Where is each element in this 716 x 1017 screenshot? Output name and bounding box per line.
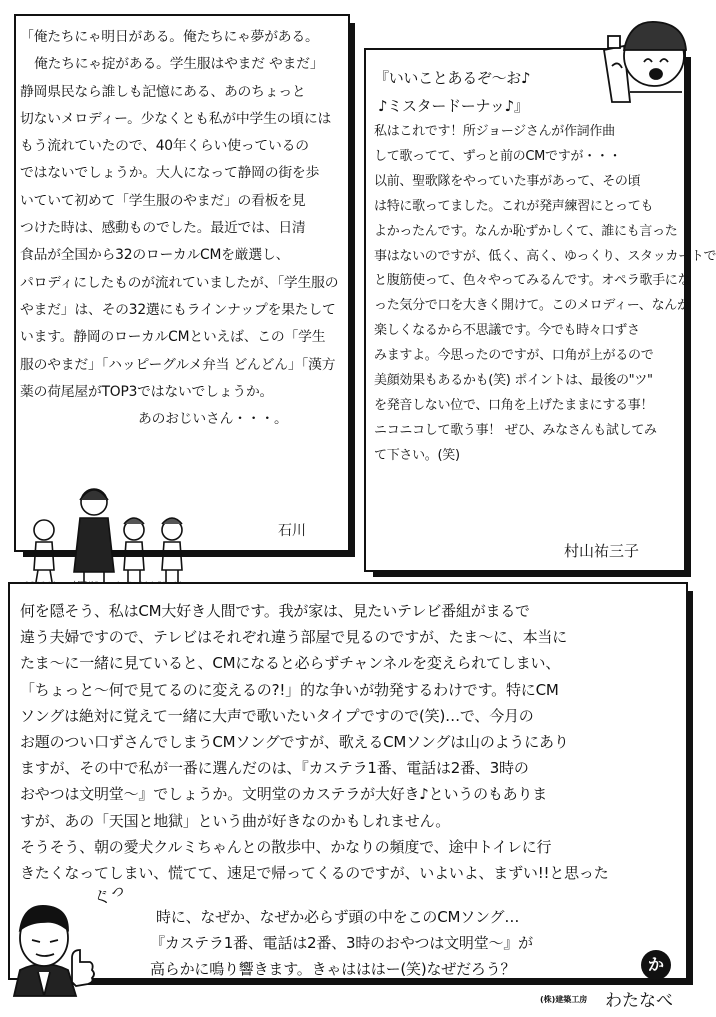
right-line: 楽しくなるから不思議です。今でも時々口ずさ (374, 323, 640, 339)
bottom-line: 違う夫婦ですので、テレビはそれぞれ違う部屋で見るのですが、たま～に、本当に (20, 628, 568, 647)
bottom-line: すが、あの「天国と地獄」という曲が好きなのかもしれません。 (20, 811, 451, 830)
bottom-line: ますが、その中で私が一番に選んだのは、『カステラ1番、電話は2番、3時の (20, 759, 529, 778)
author-badge-char: か (647, 955, 664, 974)
right-line: 私はこれです！所ジョージさんが作詞作曲 (374, 124, 615, 139)
right-signature: 村山祐三子 (564, 542, 640, 560)
bottom-line: 「ちょっと～何で見てるのに変えるの?!」的な争いが勃発するわけです。特にCM (20, 680, 559, 699)
bottom-line: お題のつい口ずさんでしまうCMソングですが、歌えるCMソングは山のようにあり (20, 733, 569, 752)
bottom-signature: わたなべ (605, 991, 673, 1011)
left-line: 切ないメロディー。少なくとも私が中学生の頃には (20, 110, 332, 127)
left-line: 静岡県民なら誰しも記憶にある、あのちょっと (20, 83, 306, 100)
left-line: もう流れていたので、40年くらい使っているの (20, 138, 309, 155)
left-line: 食品が全国から32のローカルCMを厳選し、 (20, 247, 290, 264)
right-line: を発音しない位で、口角を上げたままにする事！ (374, 397, 654, 413)
bottom-tail-line: 『カステラ1番、電話は2番、3時のおやつは文明堂～』が (150, 934, 533, 952)
left-line: ではないでしょうか。大人になって静岡の街を歩 (20, 165, 320, 182)
right-line: よかったんです。なんか恥ずかしくて、誰にも言った (374, 223, 678, 239)
right-line: ニコニコして歌う事！ ぜひ、みなさんも試してみ (374, 422, 657, 438)
bottom-tail-line: 時に、なぜか、なぜか必らず頭の中をこのCMソング… (156, 908, 520, 926)
left-line: パロディにしたものが流れていましたが、「学生服の (20, 274, 339, 291)
left-line: います。静岡のローカルCMといえば、この「学生 (20, 329, 326, 346)
character-with-bottle-illustration (590, 6, 696, 102)
right-line: みますよ。今思ったのですが、口角が上がるので (374, 348, 654, 364)
left-line: やまだ」は、その32選にもラインナップを果たして (20, 301, 336, 318)
right-line: った気分で口を大きく開けて。このメロディー、なんか (374, 298, 690, 314)
guu-sound-text: ぐっ (90, 878, 130, 911)
bottom-line: そうそう、朝の愛犬クルミちゃんとの散歩中、かなりの頻度で、途中トイレに行 (20, 837, 552, 856)
right-line: 美顔効果もあるかも(笑) ポイントは、最後の"ツ" (374, 373, 653, 389)
left-line: 「俺たちにゃ明日がある。俺たちにゃ夢がある。 (20, 29, 319, 45)
left-line: 俺たちにゃ掟がある。学生服はやまだ やまだ」 (34, 56, 324, 73)
left-line: つけた時は、感動ものでした。最近では、日清 (20, 220, 306, 237)
bottom-column-text (20, 598, 680, 886)
bottom-tail-line: 高らかに鳴り響きます。きゃはははー(笑)なぜだろう？ (150, 960, 516, 978)
right-column-text (374, 64, 716, 469)
bottom-line: 何を隠そう、私はCM大好き人間です。我が家は、見たいテレビ番組がまるで (20, 602, 530, 620)
bottom-line: ソングは絶対に覚えて一緒に大声で歌いたいタイプですので(笑)…で、今月の (20, 706, 534, 725)
left-line: あのおじいさん・・・。 (138, 411, 288, 428)
right-line: して歌ってて、ずっと前のCMですが・・・ (374, 148, 622, 164)
left-column-text (20, 24, 338, 433)
family-illustration (14, 472, 194, 587)
right-title: 『いいことあるぞ～お♪ (374, 69, 531, 87)
right-line: 以前、聖歌隊をやっていた事があって、その頃 (374, 173, 641, 189)
bottom-line: たま～に一緒に見ていると、CMになると必らずチャンネルを変えられてしまい、 (20, 654, 561, 673)
bottom-line: きたくなってしまい、慌てて、速足で帰ってくるのですが、いよいよ、まずい!!と思った (20, 864, 609, 883)
left-line: いていて初めて「学生服のやまだ」の看板を見 (20, 192, 306, 209)
bottom-line: おやつは文明堂～』でしょうか。文明堂のカステラが大好き♪というのもありま (20, 785, 548, 804)
right-line: は特に歌ってました。これが発声練習にとっても (374, 198, 654, 214)
bottom-column-tail (150, 904, 670, 982)
right-title: ♪ミスタードーナッ♪』 (378, 97, 529, 115)
left-signature: 石川 (278, 523, 306, 539)
right-line: と腹筋使って、色々やってみるんです。オペラ歌手にな (374, 273, 691, 289)
right-line: て下さい。(笑) (374, 447, 460, 463)
left-line: 薬の荷尾屋がTOP3ではないでしょうか。 (20, 383, 274, 400)
right-line: 事はないのですが、低く、高く、ゆっくり、スタッカートで (374, 248, 716, 264)
left-line: 服のやまだ」「ハッピーグルメ弁当 どんどん」「漢方 (20, 356, 336, 373)
author-badge (641, 950, 671, 980)
company-name: (株)建築工房 (540, 995, 588, 1004)
